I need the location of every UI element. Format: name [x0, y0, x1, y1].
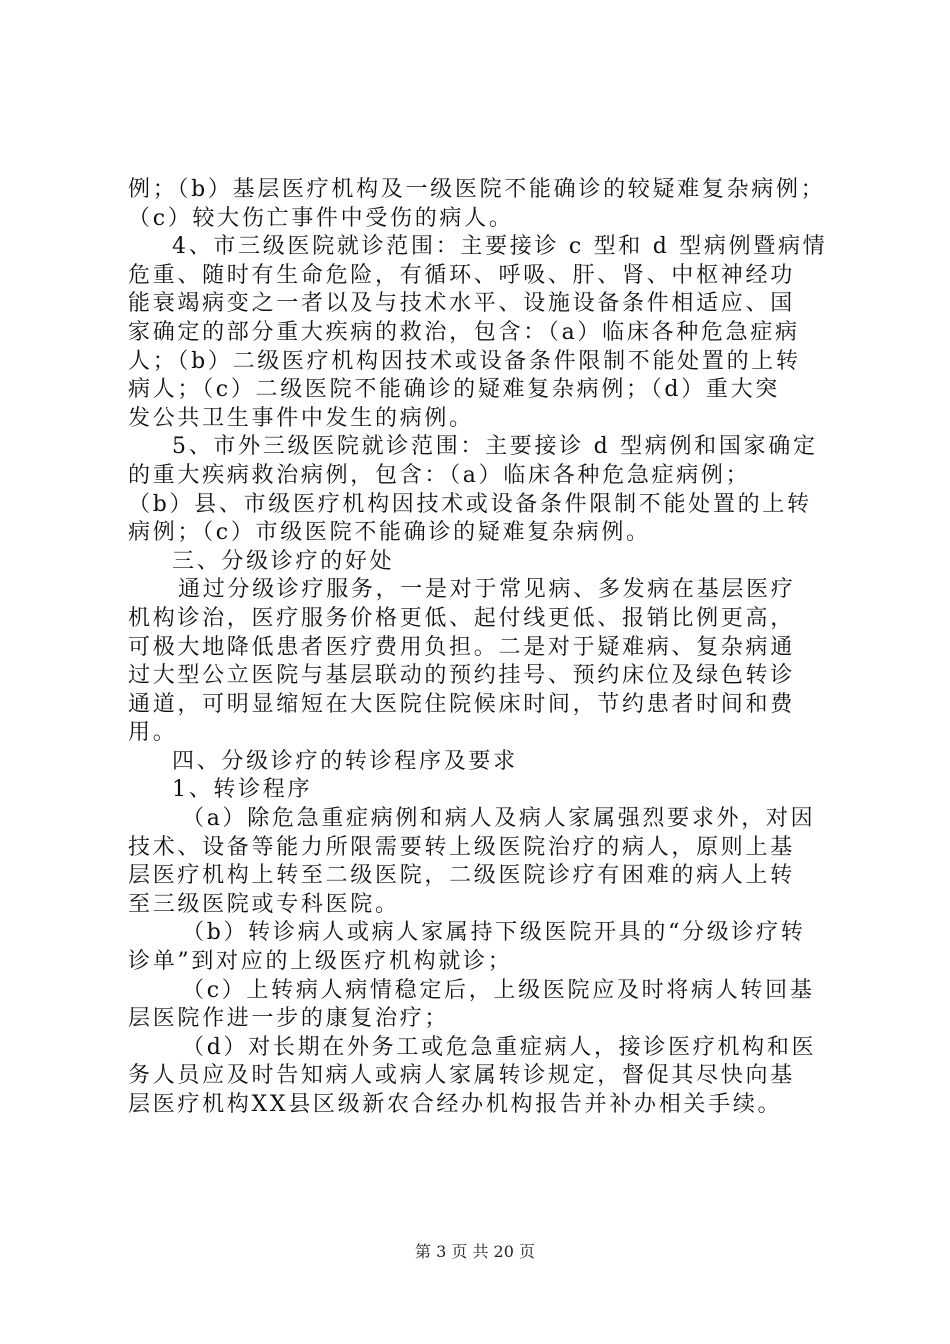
text-line: 层医疗机构XX县区级新农合经办机构报告并补办相关手续。	[128, 1092, 783, 1117]
text-line: 病例；（c）市级医院不能确诊的疑难复杂病例。	[128, 520, 651, 546]
text-line: 至三级医院或专科医院。	[128, 891, 400, 917]
text-line: 危重、随时有生命危险，有循环、呼吸、肝、肾、中枢神经功	[128, 262, 795, 288]
text-line: 通道，可明显缩短在大医院住院候床时间，节约患者时间和费	[128, 691, 795, 717]
text-line: 用。	[128, 720, 178, 746]
text-line: 层医院作进一步的康复治疗；	[128, 1006, 450, 1032]
text-line: 可极大地降低患者医疗费用负担。二是对于疑难病、复杂病通	[128, 634, 795, 660]
section-heading: 三、分级诊疗的好处	[172, 548, 395, 574]
text-line: （c）较大伤亡事件中受伤的病人。	[128, 205, 514, 231]
text-line: 人；（b）二级医疗机构因技术或设备条件限制不能处置的上转	[128, 348, 801, 374]
text-line: 5、市外三级医院就诊范围：主要接诊 d 型病例和国家确定	[172, 434, 818, 460]
text-line: 机构诊治，医疗服务价格更低、起付线更低、报销比例更高，	[128, 605, 795, 631]
text-line: 务人员应及时告知病人或病人家属转诊规定，督促其尽快向基	[128, 1063, 795, 1089]
text-line: （b）县、市级医疗机构因技术或设备条件限制不能处置的上转	[128, 491, 812, 517]
text-line: 诊单”到对应的上级医疗机构就诊；	[128, 949, 513, 975]
text-line: 过大型公立医院与基层联动的预约挂号、预约床位及绿色转诊	[128, 663, 795, 689]
text-line: 家确定的部分重大疾病的救治，包含：（a）临床各种危急症病	[128, 319, 800, 345]
document-body	[128, 176, 840, 1120]
text-line: （d）对长期在外务工或危急重症病人，接诊医疗机构和医	[182, 1034, 817, 1060]
text-line: 病人；（c）二级医院不能确诊的疑难复杂病例；（d）重大突	[128, 377, 781, 403]
subsection-heading: 1、转诊程序	[172, 777, 313, 803]
text-line: （a）除危急重症病例和病人及病人家属强烈要求外，对因	[182, 806, 816, 832]
text-line: 通过分级诊疗服务，一是对于常见病、多发病在基层医疗	[178, 577, 796, 603]
text-line: 例；（b）基层医疗机构及一级医院不能确诊的较疑难复杂病例；	[128, 177, 826, 202]
text-line: 层医疗机构上转至二级医院，二级医院诊疗有困难的病人上转	[128, 863, 795, 889]
text-line: 技术、设备等能力所限需要转上级医院治疗的病人，原则上基	[128, 834, 795, 860]
text-line: 发公共卫生事件中发生的病例。	[128, 405, 474, 431]
text-line: （b）转诊病人或病人家属持下级医院开具的“分级诊疗转	[182, 920, 806, 946]
text-line: 4、市三级医院就诊范围：主要接诊 c 型和 d 型病例暨病情	[172, 234, 828, 260]
text-line: （c）上转病人病情稳定后，上级医院应及时将病人转回基	[182, 977, 815, 1003]
section-heading: 四、分级诊疗的转诊程序及要求	[172, 748, 518, 774]
text-line: 的重大疾病救治病例，包含：（a）临床各种危急症病例；	[128, 462, 751, 488]
text-line: 能衰竭病变之一者以及与技术水平、设施设备条件相适应、国	[128, 291, 795, 317]
page-number-footer: 第 3 页 共 20 页	[415, 1242, 535, 1261]
